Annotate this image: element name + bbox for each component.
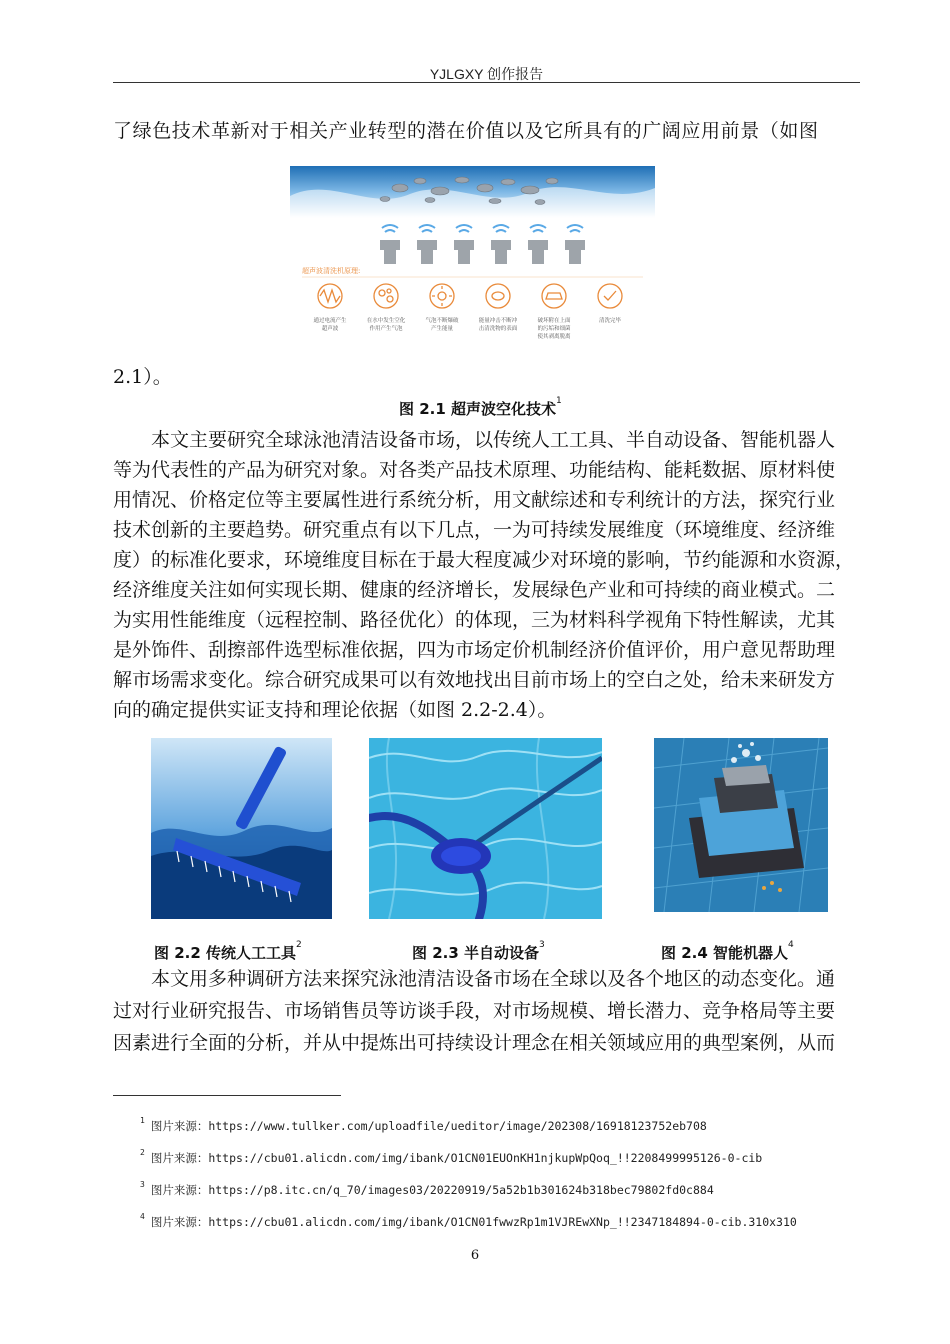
dirt-icon (486, 284, 510, 308)
step-label: 在水中发生空化 (366, 318, 406, 324)
ultrasonic-diagram (290, 166, 655, 342)
panel-title: 超声波清洗机原理: (302, 267, 361, 275)
figure-smart-robot (654, 738, 828, 912)
intro-line-1: 了绿色技术革新对于相关产业转型的潜在价值以及它所具有的广阔应用前景（如图 (113, 120, 819, 142)
step-label: 超声波 (321, 326, 339, 332)
smart-robot-image (654, 738, 828, 912)
step-label: 气泡不断爆破 (425, 318, 459, 324)
figure-2-1-caption: 图 2.1 超声波空化技术$^1$ (399, 396, 562, 418)
step-label: 通过电流产生 (313, 318, 347, 324)
step-label: 的污垢和细菌 (537, 326, 571, 332)
figure-manual-brush (151, 738, 332, 919)
paragraph-line: 为实用性能维度（远程控制、路径优化）的体现，三为材料科学视角下特性解读，尤其 (113, 609, 836, 631)
paragraph-line: 过对行业研究报告、市场销售员等访谈手段，对市场规模、增长潜力、竞争格局等主要 (113, 1000, 836, 1022)
step-label: 能量冲击不断冲 (478, 318, 518, 324)
figure-ultrasonic-cavitation (290, 166, 655, 342)
footnote-2: $^2$ 图片来源：https://cbu01.alicdn.com/img/ibank/O1CN01EUOnKH1njkupWpQoq_!!2208499995126-0-cib (140, 1148, 763, 1165)
page-number: 6 (470, 1248, 480, 1263)
paragraph-line: 用情况、价格定位等主要属性进行系统分析，用文献综述和专利统计的方法，探究行业 (113, 489, 836, 511)
step-label: 击清洗物的表面 (478, 326, 518, 332)
step-label: 清洗完毕 (598, 318, 622, 324)
footnote-1: $^1$ 图片来源：https://www.tullker.com/uploadfile/ueditor/image/202308/16918123752eb708 (140, 1116, 707, 1133)
step-label: 破坏附在上面 (537, 318, 571, 324)
footnote-rule (113, 1095, 341, 1096)
step-label: 使其剥离脱离 (537, 334, 571, 340)
paragraph-line: 解市场需求变化。综合研究成果可以有效地找出目前市场上的空白之处，给未来研发方 (113, 669, 836, 691)
figure-2-3-caption: 图 2.3 半自动设备$^3$ (412, 940, 545, 962)
paragraph-line: 是外饰件、刮擦部件选型标准依据，四为市场定价机制经济价值评价，用户意见帮助理 (113, 639, 836, 661)
semi-auto-vacuum-image (369, 738, 602, 919)
header-rule (113, 82, 860, 83)
paragraph-line: 技术创新的主要趋势。研究重点有以下几点，一为可持续发展维度（环境维度、经济维 (113, 519, 836, 541)
paragraph-line: 等为代表性的产品为研究对象。对各类产品技术原理、功能结构、能耗数据、原材料使 (113, 459, 836, 481)
figure-2-4-caption: 图 2.4 智能机器人$^4$ (661, 940, 794, 962)
paragraph-line: 向的确定提供实证支持和理论依据（如图 2.2-2.4）。 (113, 699, 557, 721)
figure-2-2-caption: 图 2.2 传统人工工具$^2$ (154, 940, 302, 962)
paragraph-line: 本文用多种调研方法来探究泳池清洁设备市场在全球以及各个地区的动态变化。通 (151, 968, 836, 990)
check-icon (598, 284, 622, 308)
footnote-3: $^3$ 图片来源：https://p8.itc.cn/q_70/images03/20220919/5a52b1b301624b318bec79802fd0c884 (140, 1180, 714, 1197)
step-label: 作用产生气泡 (369, 326, 403, 332)
stain-icon (542, 284, 566, 308)
paragraph-line: 本文主要研究全球泳池清洁设备市场，以传统人工工具、半自动设备、智能机器人 (151, 429, 836, 451)
bubbles-icon (374, 284, 398, 308)
manual-brush-image (151, 738, 332, 919)
footnote-4: $^4$ 图片来源：https://cbu01.alicdn.com/img/ibank/O1CN01fwwzRp1m1VJREwXNp_!!2347184894-0-cib.310x310 (140, 1212, 797, 1229)
running-header: YJLGXY 创作报告 (429, 66, 544, 82)
figure-semi-auto-vacuum (369, 738, 602, 919)
paragraph-line: 度）的标准化要求，环境维度目标在于最大程度减少对环境的影响，节约能源和水资源， (113, 549, 855, 571)
intro-line-2: 2.1）。 (113, 366, 172, 388)
paragraph-line: 因素进行全面的分析，并从中提炼出可持续设计理念在相关领域应用的典型案例，从而 (113, 1032, 836, 1054)
paragraph-line: 经济维度关注如何实现长期、健康的经济增长，发展绿色产业和可持续的商业模式。二 (113, 579, 836, 601)
step-label: 产生能量 (430, 326, 454, 332)
